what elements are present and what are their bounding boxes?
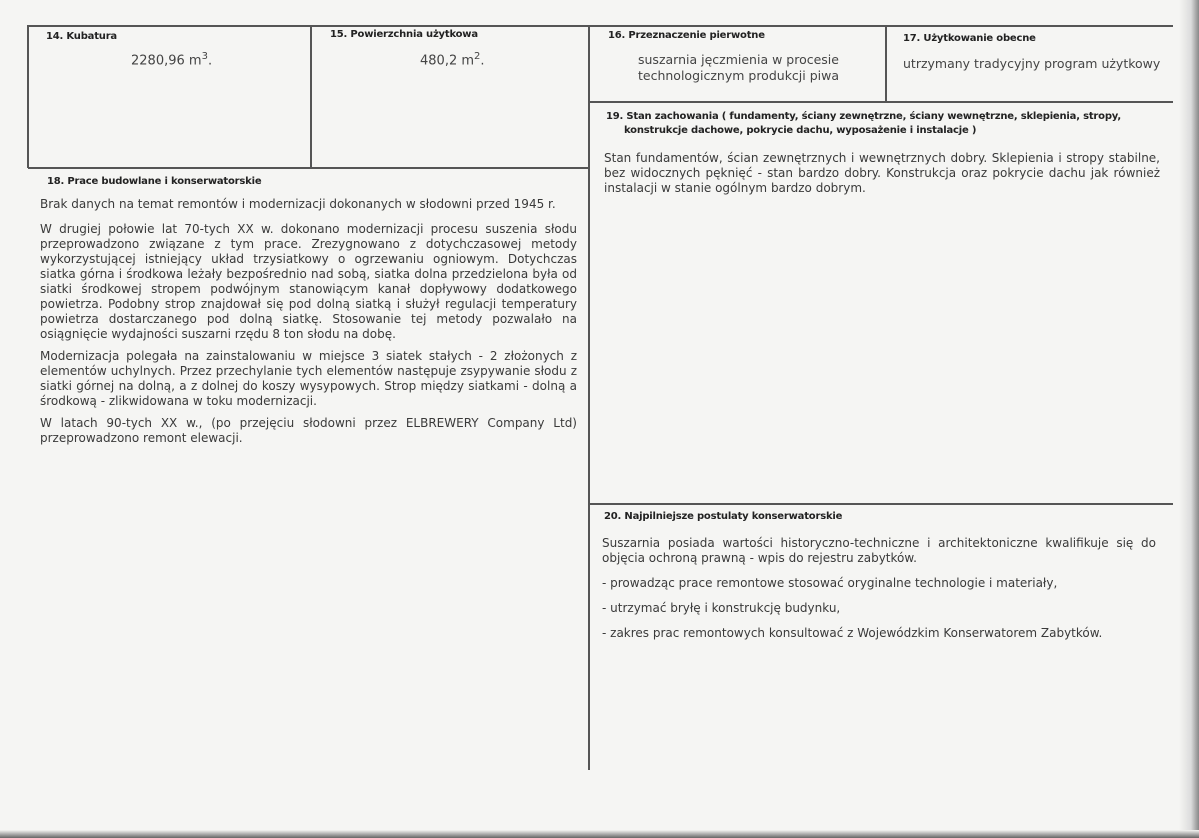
field-17-title: 17. Użytkowanie obecne [903, 33, 1036, 44]
field-18-paragraph: W drugiej połowie lat 70-tych XX w. dokonano modernizacji procesu suszenia słodu przeprowadzono związane z tym prace. Zrezygnowano z dotychczasowej metody wykorzystującej istniejący układ trzysiatkowy o ogrzewaniu ogniowym. Dotychczas siatka górna i środkowa leżały bezpośrednio nad sobą, siatka dolna przedzielona była od siatki środkowej stropem podwójnym stanowiącym kanał dopływowy dodatkowego powietrza. Podobny strop znajdował się pod dolną siatką i służył regulacji temperatury powietrza dostarczanego pod dolną siatkę. Stosowanie tej metody pozwalało na osiągnięcie wydajności suszarni rzędu 8 ton słodu na dobę. [40, 222, 577, 341]
field-19-text: Stan fundamentów, ścian zewnętrznych i wewnętrznych dobry. Sklepienia i stropy stabilne, bez widocznych pęknięć - stan bardzo dobry. Konstrukcja oraz pokrycie dachu jak również instalacji w stanie ogólnym bardzo dobrym. [604, 151, 1160, 195]
field-20-text [602, 536, 1156, 648]
divider-right-upper [590, 101, 1173, 103]
field-16-title: 16. Przeznaczenie pierwotne [608, 30, 765, 41]
field-15-title: 15. Powierzchnia użytkowa [330, 29, 478, 40]
divider-left-mid [28, 167, 590, 169]
field-14-title: 14. Kubatura [46, 31, 117, 42]
divider-right-lower [590, 503, 1173, 505]
field-16-value: suszarnia jęczmienia w procesie technologicznym produkcji piwa [638, 52, 840, 83]
field-20-paragraph: - prowadząc prace remontowe stosować oryginalne technologie i materiały, [602, 576, 1058, 590]
scan-edge-right [1179, 0, 1199, 838]
field-20-paragraph: - zakres prac remontowych konsultować z Wojewódzkim Konserwatorem Zabytków. [602, 626, 1103, 640]
scan-edge-bottom [0, 830, 1199, 838]
field-17-value: utrzymany tradycyjny program użytkowy [903, 56, 1161, 71]
field-20-paragraph: - utrzymać bryłę i konstrukcję budynku, [602, 601, 841, 615]
divider-16-17 [885, 25, 887, 102]
field-19-title: 19. Stan zachowania ( fundamenty, ściany zewnętrzne, ściany wewnętrzne, sklepienia, stropy, konstrukcje dachowe, pokrycie dachu, wyposażenie i instalacje ) [606, 111, 1121, 136]
field-14-value: 2280,96 $m^3$. [131, 51, 213, 69]
divider-14-15 [310, 25, 312, 168]
field-15-value: 480,2 $m^2$. [420, 51, 485, 69]
field-18-paragraph: W latach 90-tych XX w., (po przejęciu słodowni przez ELBREWERY Company Ltd) przeprowadzono remont elewacji. [40, 416, 577, 445]
center-divider [588, 25, 590, 770]
field-18-text [40, 197, 577, 453]
field-18-title: 18. Prace budowlane i konserwatorskie [47, 176, 262, 187]
left-border [27, 25, 29, 168]
field-20-title: 20. Najpilniejsze postulaty konserwatorskie [604, 511, 843, 522]
field-18-paragraph: Brak danych na temat remontów i modernizacji dokonanych w słodowni przed 1945 r. [40, 197, 556, 211]
field-20-paragraph: Suszarnia posiada wartości historyczno-techniczne i architektoniczne kwalifikuje się do objęcia ochroną prawną - wpis do rejestru zabytków. [602, 536, 1156, 565]
field-18-paragraph: Modernizacja polegała na zainstalowaniu w miejsce 3 siatek stałych - 2 złożonych z elementów uchylnych. Przez przechylanie tych elementów następuje zsypywanie słodu z siatki górnej na dolną, a z dolnej do koszy wysypowych. Strop między siatkami - dolną a środkową - zlikwidowana w toku modernizacji. [40, 349, 577, 408]
top-border [28, 25, 1173, 27]
